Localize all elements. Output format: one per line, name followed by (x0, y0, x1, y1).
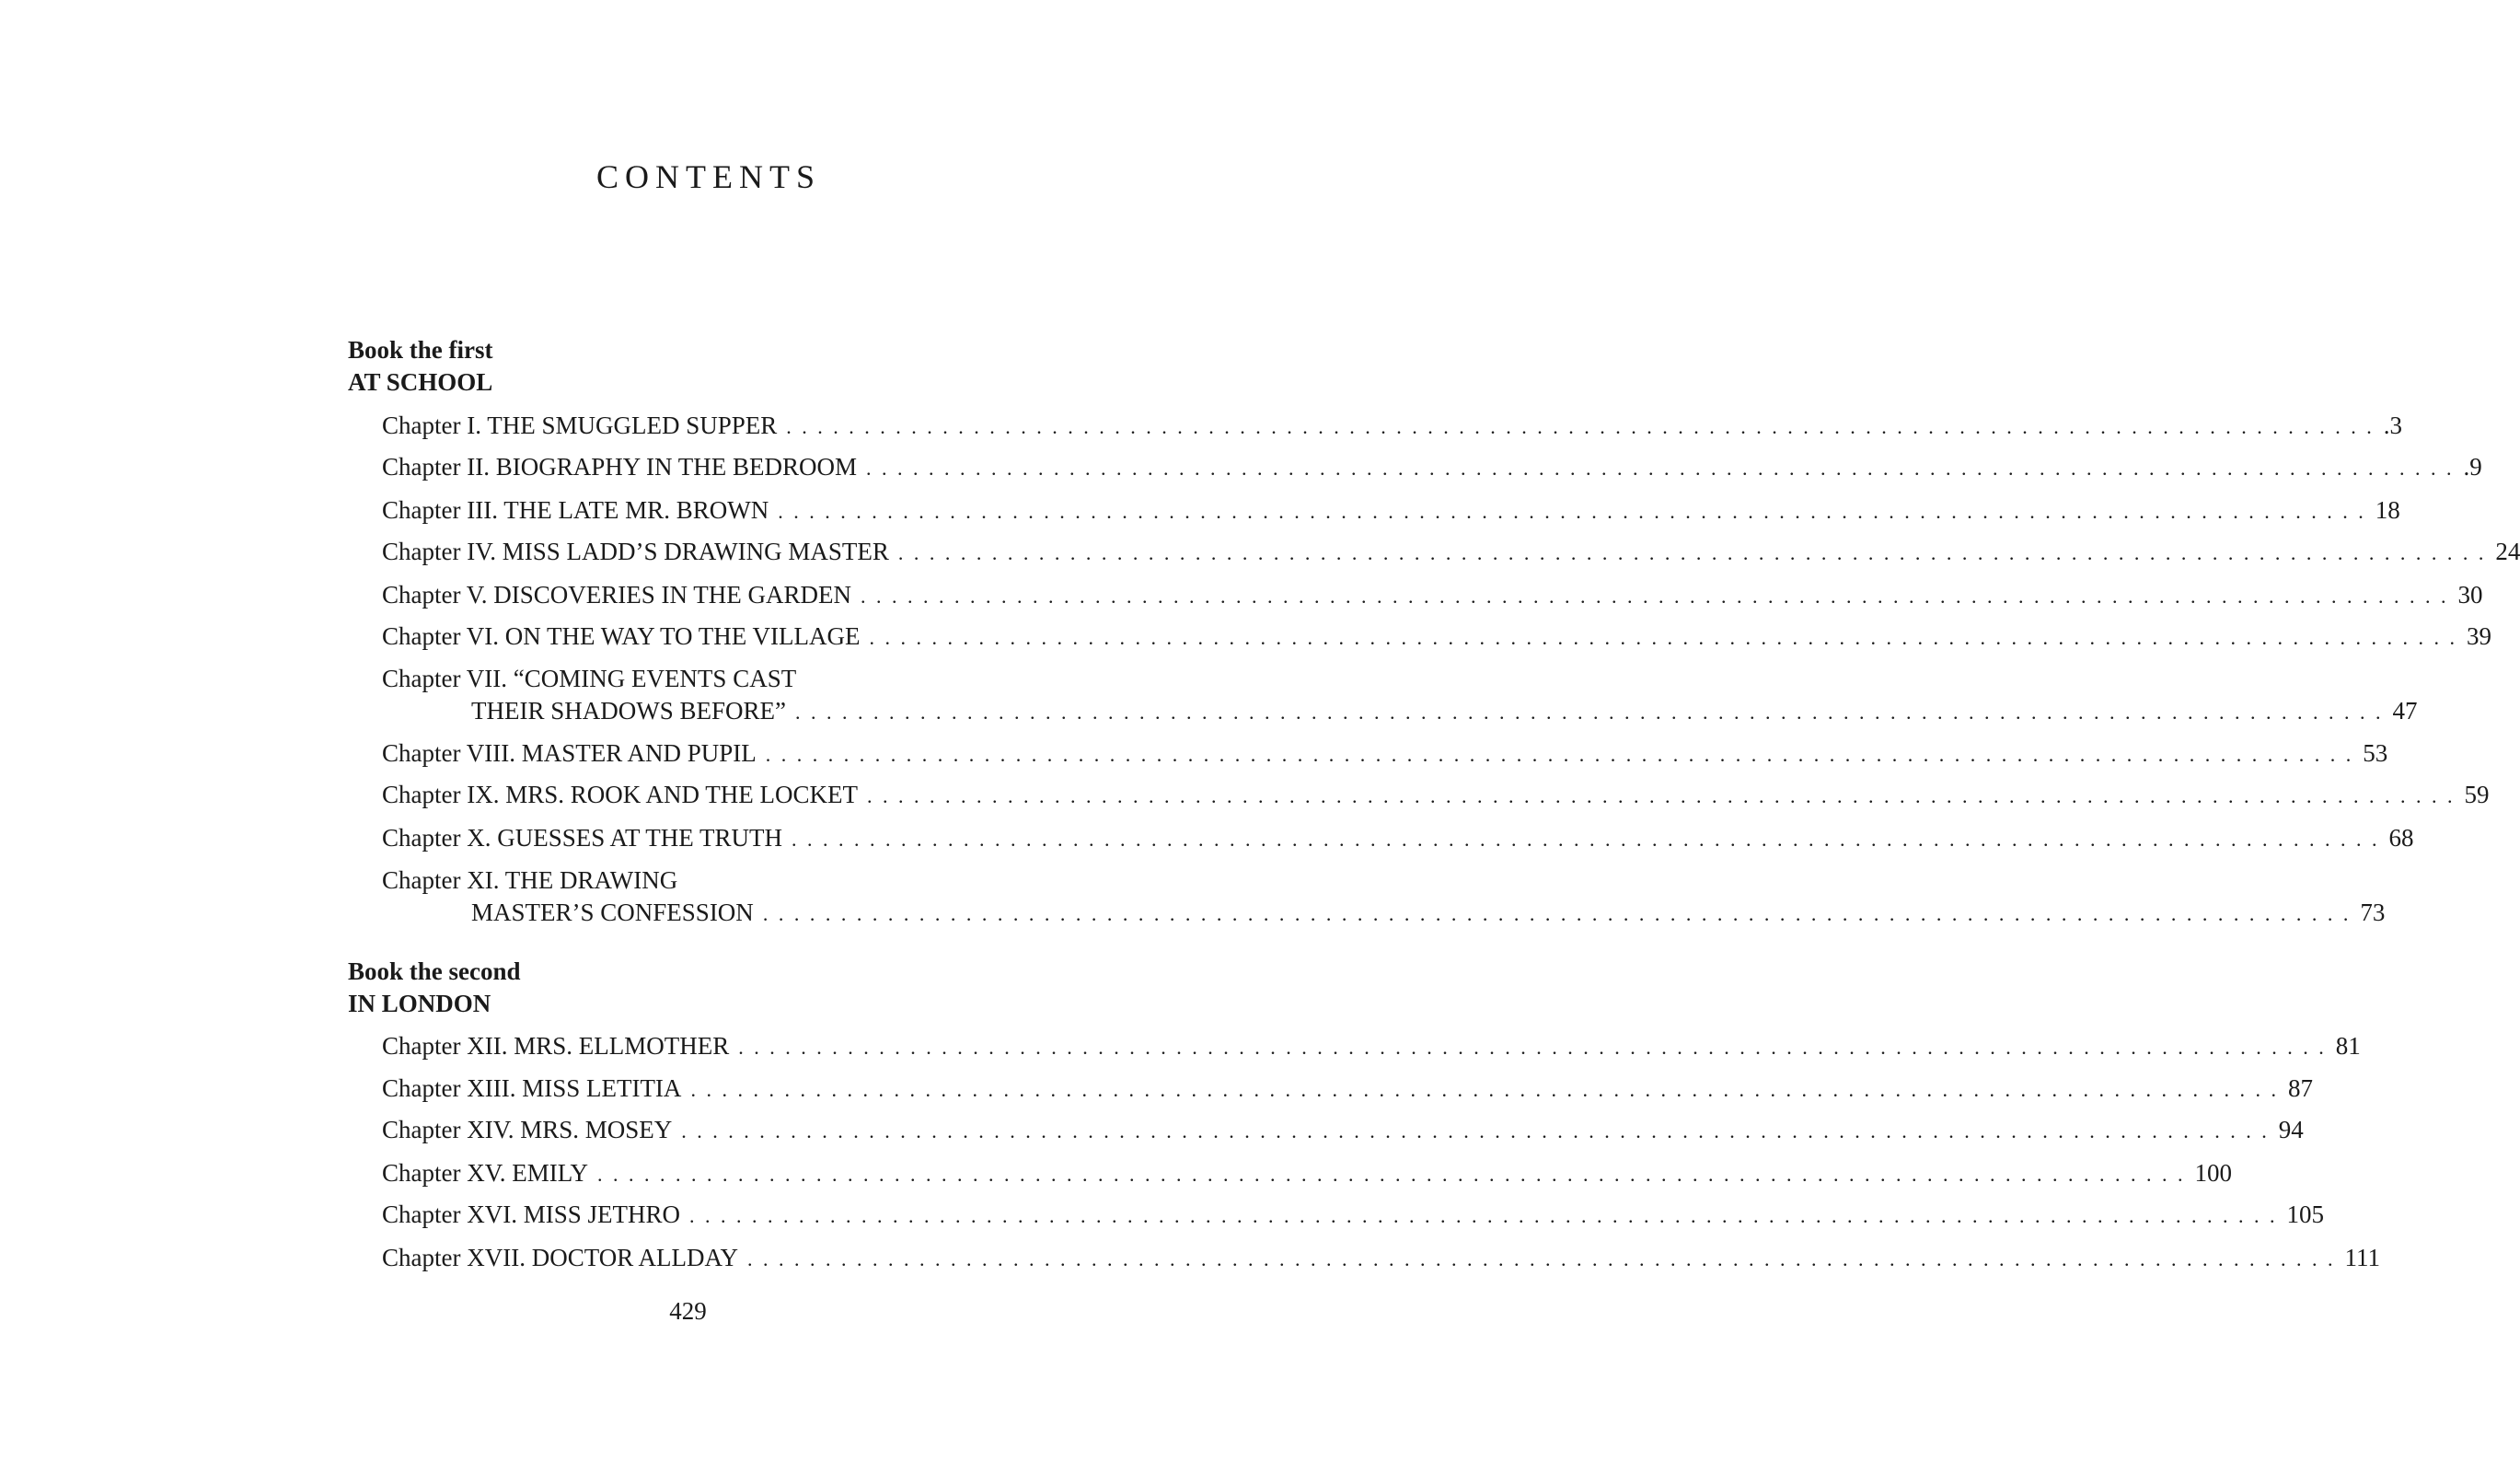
dot-leader: . . . . . . . . . . . . . . . . . . . . . . . . . . . . . . . . . . . . . . . . . . . . . . . . . . . . . . . . . . . . . . . . . . . . . . . . . . . . . . . . . . . . . . . . . . . . . . . . . . . . . . (762, 902, 2352, 925)
chapter-title: Chapter XIII. MISS LETITIA (382, 1074, 682, 1102)
chapter-page-number: 39 (2466, 622, 2491, 650)
chapter-page-number: 53 (2363, 739, 2388, 767)
book-label: Book the first (348, 336, 493, 364)
chapter-page-number: 81 (2335, 1032, 2361, 1060)
dot-leader: . . . . . . . . . . . . . . . . . . . . . . . . . . . . . . . . . . . . . . . . . . . . . . . . . . . . . . . . . . . . . . . . . . . . . . . . . . . . . . . . . . . . . . . . . . . . . . . . . . . . . . (738, 1036, 2327, 1059)
toc-entry[interactable] (382, 1073, 2313, 1105)
toc-entry[interactable] (382, 664, 2418, 727)
toc-entry[interactable] (382, 495, 2400, 527)
toc-entry[interactable] (382, 1158, 2233, 1189)
toc-entry[interactable] (382, 411, 2403, 442)
chapter-title: Chapter XVII. DOCTOR ALLDAY (382, 1244, 738, 1271)
chapter-title: Chapter XV. EMILY (382, 1159, 589, 1187)
chapter-title: Chapter V. DISCOVERIES IN THE GARDEN (382, 581, 851, 609)
toc-entry[interactable] (382, 621, 2491, 653)
book-label: Book the second (348, 957, 521, 985)
dot-leader: . . . . . . . . . . . . . . . . . . . . . . . . . . . . . . . . . . . . . . . . . . . . . . . . . . . . . . . . . . . . . . . . . . . . . . . . . . . . . . . . . . . . . . . . . . . . . . . . . . . . . . (861, 585, 2449, 608)
chapter-title: Chapter IV. MISS LADD’S DRAWING MASTER (382, 538, 889, 565)
dot-leader: . . . . . . . . . . . . . . . . . . . . . . . . . . . . . . . . . . . . . . . . . . . . . . . . . . . . . . . . . . . . . . . . . . . . . . . . . . . . . . . . . . . . . . . . . . . . . . . . . . . . . . (865, 457, 2455, 480)
chapter-title: Chapter III. THE LATE MR. BROWN (382, 496, 769, 524)
toc-entry[interactable] (382, 738, 2388, 770)
chapter-page-number: 18 (2375, 496, 2400, 524)
chapter-page-number: 24 (2495, 538, 2520, 565)
toc-entry[interactable] (382, 537, 2520, 568)
chapter-page-number: 100 (2194, 1159, 2233, 1187)
toc-entry[interactable] (382, 580, 2483, 611)
dot-leader: . . . . . . . . . . . . . . . . . . . . . . . . . . . . . . . . . . . . . . . . . . . . . . . . . . . . . . . . . . . . . . . . . . . . . . . . . . . . . . . . . . . . . . . . . . . . . . . . . . . . . . (681, 1119, 2270, 1142)
chapter-title: Chapter XIV. MRS. MOSEY (382, 1116, 673, 1143)
dot-leader: . . . . . . . . . . . . . . . . . . . . . . . . . . . . . . . . . . . . . . . . . . . . . . . . . . . . . . . . . . . . . . . . . . . . . . . . . . . . . . . . . . . . . . . . . . . . . . . . . . . . . . (795, 701, 2384, 724)
chapter-page-number: 73 (2360, 899, 2386, 926)
chapter-title: Chapter VI. ON THE WAY TO THE VILLAGE (382, 622, 861, 650)
chapter-title: Chapter VIII. MASTER AND PUPIL (382, 739, 757, 767)
chapter-title: Chapter VII. “COMING EVENTS CAST (382, 665, 797, 692)
toc-entry[interactable] (382, 1200, 2324, 1231)
toc-entry[interactable] (382, 823, 2414, 854)
chapter-title: Chapter I. THE SMUGGLED SUPPER (382, 412, 778, 439)
chapter-page-number: 94 (2278, 1116, 2304, 1143)
toc-entry[interactable] (382, 1115, 2304, 1146)
dot-leader: . . . . . . . . . . . . . . . . . . . . . . . . . . . . . . . . . . . . . . . . . . . . . . . . . . . . . . . . . . . . . . . . . . . . . . . . . . . . . . . . . . . . . . . . . . . . . . . . . . . . . . (786, 415, 2375, 438)
dot-leader: . . . . . . . . . . . . . . . . . . . . . . . . . . . . . . . . . . . . . . . . . . . . . . . . . . . . . . . . . . . . . . . . . . . . . . . . . . . . . . . . . . . . . . . . . . . . . . . . . . . . . . (690, 1078, 2279, 1101)
dot-leader: . . . . . . . . . . . . . . . . . . . . . . . . . . . . . . . . . . . . . . . . . . . . . . . . . . . . . . . . . . . . . . . . . . . . . . . . . . . . . . . . . . . . . . . . . . . . . . . . . . . . . . (897, 541, 2487, 564)
dot-leader: . . . . . . . . . . . . . . . . . . . . . . . . . . . . . . . . . . . . . . . . . . . . . . . . . . . . . . . . . . . . . . . . . . . . . . . . . . . . . . . . . . . . . . . . . . . . . . . . . . . . . . (792, 828, 2380, 851)
chapter-page-number: 87 (2287, 1074, 2313, 1102)
chapter-page-number: 59 (2464, 781, 2490, 808)
dot-leader: . . . . . . . . . . . . . . . . . . . . . . . . . . . . . . . . . . . . . . . . . . . . . . . . . . . . . . . . . . . . . . . . . . . . . . . . . . . . . . . . . . . . . . . . . . . . . . . . . . . . . . (869, 626, 2457, 649)
toc-entry[interactable] (382, 1243, 2380, 1274)
chapter-page-number: 68 (2388, 824, 2414, 852)
book-subtitle: IN LONDON (348, 990, 491, 1017)
chapter-page-number: 111 (2344, 1244, 2380, 1271)
chapter-title: Chapter II. BIOGRAPHY IN THE BEDROOM (382, 453, 857, 481)
chapter-title: Chapter XII. MRS. ELLMOTHER (382, 1032, 730, 1060)
toc-entry[interactable] (382, 452, 2482, 483)
book-subtitle: AT SCHOOL (348, 368, 493, 396)
chapter-page-number: .9 (2463, 453, 2482, 481)
chapter-page-number: 30 (2457, 581, 2483, 609)
chapter-page-number: .3 (2383, 412, 2403, 439)
chapter-title: Chapter X. GUESSES AT THE TRUTH (382, 824, 783, 852)
chapter-page-number: 47 (2392, 697, 2418, 725)
chapter-title: Chapter XVI. MISS JETHRO (382, 1200, 680, 1228)
toc-entry[interactable] (382, 865, 2386, 929)
chapter-title-continued: THEIR SHADOWS BEFORE” (471, 697, 786, 725)
toc-entry[interactable] (382, 1031, 2361, 1062)
chapter-title-continued: MASTER’S CONFESSION (471, 899, 754, 926)
dot-leader: . . . . . . . . . . . . . . . . . . . . . . . . . . . . . . . . . . . . . . . . . . . . . . . . . . . . . . . . . . . . . . . . . . . . . . . . . . . . . . . . . . . . . . . . . . . . . . . . . . . . . . (597, 1163, 2186, 1186)
chapter-title: Chapter XI. THE DRAWING (382, 866, 678, 894)
page-number: 429 (669, 1297, 707, 1325)
dot-leader: . . . . . . . . . . . . . . . . . . . . . . . . . . . . . . . . . . . . . . . . . . . . . . . . . . . . . . . . . . . . . . . . . . . . . . . . . . . . . . . . . . . . . . . . . . . . . . . . . . . . . . (689, 1204, 2278, 1227)
dot-leader: . . . . . . . . . . . . . . . . . . . . . . . . . . . . . . . . . . . . . . . . . . . . . . . . . . . . . . . . . . . . . . . . . . . . . . . . . . . . . . . . . . . . . . . . . . . . . . . . . . . . . . (778, 500, 2366, 523)
dot-leader: . . . . . . . . . . . . . . . . . . . . . . . . . . . . . . . . . . . . . . . . . . . . . . . . . . . . . . . . . . . . . . . . . . . . . . . . . . . . . . . . . . . . . . . . . . . . . . . . . . . . . . (866, 784, 2456, 807)
chapter-page-number: 105 (2286, 1200, 2324, 1228)
dot-leader: . . . . . . . . . . . . . . . . . . . . . . . . . . . . . . . . . . . . . . . . . . . . . . . . . . . . . . . . . . . . . . . . . . . . . . . . . . . . . . . . . . . . . . . . . . . . . . . . . . . . . . (746, 1247, 2336, 1270)
toc-entry[interactable] (382, 780, 2490, 811)
chapter-title: Chapter IX. MRS. ROOK AND THE LOCKET (382, 781, 858, 808)
dot-leader: . . . . . . . . . . . . . . . . . . . . . . . . . . . . . . . . . . . . . . . . . . . . . . . . . . . . . . . . . . . . . . . . . . . . . . . . . . . . . . . . . . . . . . . . . . . . . . . . . . . . . . (765, 743, 2354, 766)
page-title: CONTENTS (596, 158, 821, 195)
